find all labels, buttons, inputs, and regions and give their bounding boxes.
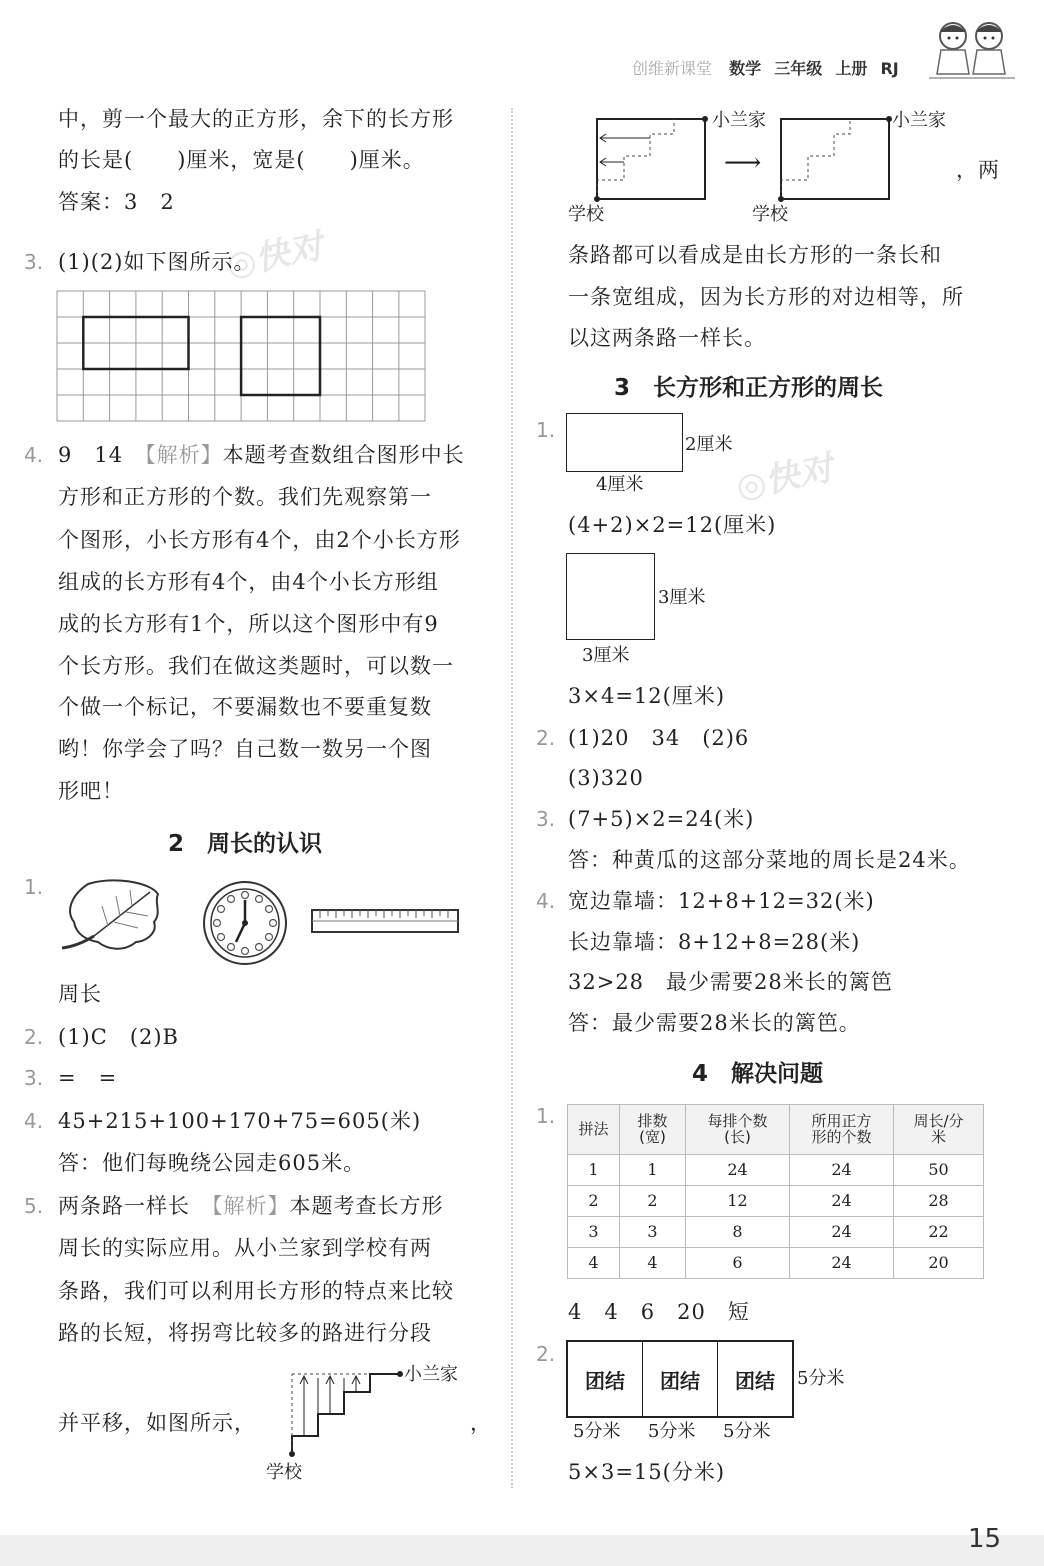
analysis-tag: 【解析】 (145, 443, 223, 467)
table-cell: 4 (620, 1248, 686, 1279)
table-cell: 3 (568, 1217, 620, 1248)
text-line: 条路都可以看成是由长方形的一条长和 (568, 243, 942, 267)
table-cell: 24 (790, 1186, 894, 1217)
question-number: 4. (24, 1109, 44, 1133)
table-header: 拼法 (568, 1105, 620, 1155)
tile: 团结 (735, 1368, 775, 1393)
table-header: 每排个数 (长) (686, 1105, 790, 1155)
table-cell: 24 (790, 1217, 894, 1248)
table-cell: 2 (568, 1186, 620, 1217)
text-line: 的长是( )厘米，宽是( )厘米。 (58, 148, 425, 172)
ruler-icon (310, 906, 460, 936)
answer-line: 4 4 6 20 短 (568, 1300, 750, 1324)
subject: 数学 (729, 59, 762, 78)
question-number: 3. (24, 250, 44, 274)
section-title: 4 解决问题 (692, 1061, 824, 1087)
text-line: ，两 (956, 158, 1000, 182)
tile-height-label: 5分米 (797, 1368, 845, 1389)
square-width-label: 3厘米 (582, 645, 630, 666)
question-number: 1. (24, 875, 44, 899)
square-figure (566, 553, 655, 640)
text-line: 中，剪一个最大的正方形，余下的长方形 (58, 107, 454, 131)
table-cell: 6 (686, 1248, 790, 1279)
table-cell: 20 (894, 1248, 984, 1279)
table-cell: 4 (568, 1248, 620, 1279)
answer-table (567, 1104, 984, 1279)
path-diagram (776, 114, 894, 204)
answer-line: (4+2)×2=12(厘米) (568, 513, 777, 537)
answer-line: 答：最少需要28米长的篱笆。 (568, 1011, 861, 1035)
text-line: 以这两条路一样长。 (568, 326, 766, 350)
table-cell: 22 (894, 1217, 984, 1248)
square-height-label: 3厘米 (658, 587, 706, 608)
question-number: 4. (536, 889, 556, 913)
text-line (58, 1196, 444, 1217)
rect-width-label: 4厘米 (596, 474, 644, 495)
page-header (632, 56, 907, 79)
text-line: 路的长短，将拐弯比较多的路进行分段 (58, 1321, 432, 1345)
page-number: 15 (968, 1524, 1002, 1554)
table-cell: 8 (686, 1217, 790, 1248)
question-number: 3. (536, 807, 556, 831)
tile-row (566, 1340, 794, 1418)
text-line: 个做一个标记，不要漏数也不要重复数 (58, 695, 432, 719)
text-line (58, 445, 465, 466)
text-line: 方形和正方形的个数。我们先观察第一 (58, 485, 432, 509)
tile: 团结 (568, 1342, 643, 1416)
answer-line: = = (58, 1066, 118, 1090)
bottom-strip (0, 1535, 1044, 1566)
table-cell: 1 (620, 1155, 686, 1186)
arrow-icon: ⟶ (724, 148, 763, 178)
table-header: 排数 (宽) (620, 1105, 686, 1155)
table-cell: 12 (686, 1186, 790, 1217)
watermark-stamp: ◎快对 (222, 226, 327, 286)
path-diagram (592, 114, 710, 204)
question-number: 3. (24, 1066, 44, 1090)
answer-line: 32>28 最少需要28米长的篱笆 (568, 970, 893, 994)
analysis-tag: 【解析】 (212, 1194, 290, 1218)
tile-width-label: 5分米 (573, 1421, 621, 1442)
text-line: 周长的实际应用。从小兰家到学校有两 (58, 1236, 432, 1260)
column-divider (511, 108, 513, 1488)
table-cell: 50 (894, 1155, 984, 1186)
text-line: 组成的长方形有4个，由4个小长方形组 (58, 570, 439, 594)
answer-line: (1)20 34 (2)6 (568, 726, 750, 750)
question-number: 2. (536, 1342, 556, 1366)
answer-line: 宽边靠墙：12+8+12=32(米) (568, 889, 875, 913)
text-line: 个长方形。我们在做这类题时，可以数一 (58, 654, 454, 678)
question-number: 2. (536, 726, 556, 750)
question-number: 5. (24, 1194, 44, 1218)
table-cell: 1 (568, 1155, 620, 1186)
answer-line: 答案：3 2 (58, 190, 175, 214)
answer-line: (7+5)×2=24(米) (568, 807, 755, 831)
table-cell: 3 (620, 1217, 686, 1248)
tile-width-label: 5分米 (648, 1421, 696, 1442)
leaf-icon (58, 876, 164, 956)
answer: 两条路一样长 (58, 1194, 190, 1218)
rect-height-label: 2厘米 (685, 434, 733, 455)
text-line: (1)(2)如下图所示。 (58, 250, 256, 274)
table-row (568, 1248, 984, 1279)
grade: 三年级 (774, 59, 823, 78)
grid-figure (56, 290, 428, 424)
answer-line: (3)320 (568, 766, 644, 790)
path-diagram (286, 1368, 406, 1460)
brand-name: 创维新课堂 (632, 59, 713, 78)
comma: ， (470, 1411, 492, 1435)
school-label: 学校 (752, 204, 788, 225)
clock-icon (202, 880, 288, 966)
table-cell: 28 (894, 1186, 984, 1217)
analysis-text: 本题考查长方形 (289, 1194, 444, 1218)
tile: 团结 (643, 1342, 718, 1416)
text-line: 形吧！ (58, 779, 124, 803)
question-number: 1. (536, 418, 556, 442)
table-cell: 24 (790, 1155, 894, 1186)
question-number: 2. (24, 1025, 44, 1049)
table-cell: 24 (686, 1155, 790, 1186)
analysis-text: 本题考查数组合图形中长 (222, 443, 465, 467)
text-line: 成的长方形有1个，所以这个图形中有9 (58, 612, 439, 636)
answer-line: 答：种黄瓜的这部分菜地的周长是24米。 (568, 848, 971, 872)
home-label: 小兰家 (712, 110, 766, 131)
text-line: 个图形，小长方形有4个，由2个小长方形 (58, 528, 461, 552)
answer-line: 5×3=15(分米) (568, 1460, 726, 1484)
text-line: 哟！你学会了吗？自己数一数另一个图 (58, 737, 432, 761)
volume: 上册 (835, 59, 868, 78)
text-line: 一条宽组成，因为长方形的对边相等，所 (568, 285, 964, 309)
text-line: 条路，我们可以利用长方形的特点来比较 (58, 1279, 454, 1303)
answer-line: 周长 (58, 982, 102, 1006)
answer-line: 答：他们每晚绕公园走605米。 (58, 1151, 366, 1175)
edition: RJ (880, 59, 899, 78)
answer-line: 45+215+100+170+75=605(米) (58, 1109, 422, 1133)
question-number: 4. (24, 443, 44, 467)
tile-width-label: 5分米 (723, 1421, 771, 1442)
table-row (568, 1217, 984, 1248)
table-row (568, 1155, 984, 1186)
table-header: 所用正方 形的个数 (790, 1105, 894, 1155)
text-line: 并平移，如图所示， (58, 1411, 256, 1435)
kids-illustration (925, 14, 1021, 84)
table-cell: 2 (620, 1186, 686, 1217)
home-label: 小兰家 (892, 110, 946, 131)
table-header-row (568, 1105, 984, 1155)
answer-line: 长边靠墙：8+12+8=28(米) (568, 930, 861, 954)
answer-line: (1)C (2)B (58, 1025, 179, 1049)
section-title: 2 周长的认识 (168, 831, 323, 857)
table-cell: 24 (790, 1248, 894, 1279)
watermark-stamp: ◎快对 (732, 448, 837, 508)
rectangle-figure (566, 413, 683, 472)
table-row (568, 1186, 984, 1217)
question-number: 1. (536, 1104, 556, 1128)
school-label: 学校 (568, 204, 604, 225)
answer-line: 3×4=12(厘米) (568, 684, 726, 708)
school-label: 学校 (266, 1462, 302, 1483)
answer: 9 14 (58, 443, 124, 467)
home-label: 小兰家 (404, 1364, 458, 1385)
table-header: 周长/分 米 (894, 1105, 984, 1155)
section-title: 3 长方形和正方形的周长 (614, 375, 884, 401)
